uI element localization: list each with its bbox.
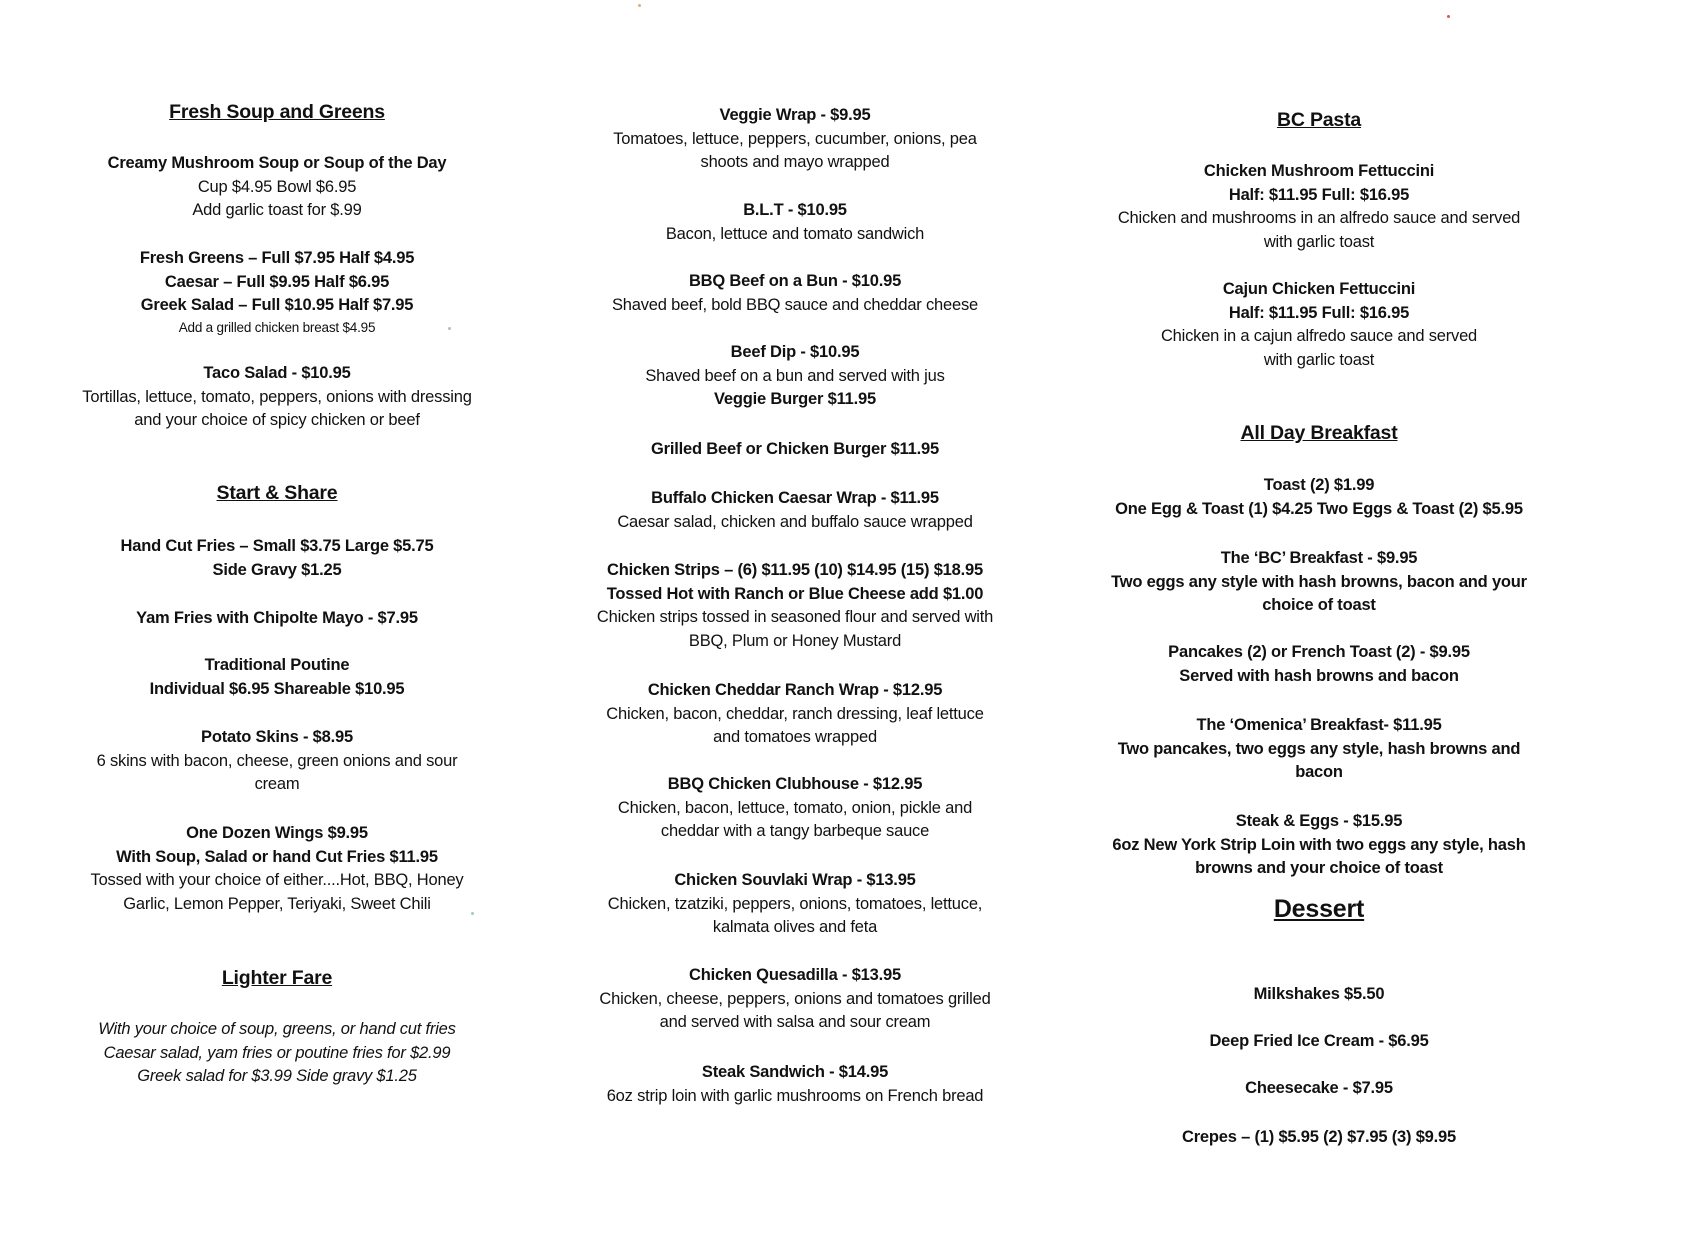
section-heading-text: Fresh Soup and Greens [169, 101, 385, 123]
section-heading [7, 99, 547, 125]
menu-item-title: Crepes – (1) $5.95 (2) $7.95 (3) $9.95 [1182, 1128, 1456, 1146]
menu-item [7, 822, 547, 916]
menu-item [525, 679, 1065, 750]
menu-item-line: Greek salad for $3.99 Side gravy $1.25 [137, 1067, 417, 1086]
menu-item-title: B.L.T - $10.95 [743, 201, 847, 219]
menu-item [7, 152, 547, 223]
menu-item-line: Shaved beef on a bun and served with jus [645, 366, 945, 385]
menu-item-title: Potato Skins - $8.95 [201, 728, 353, 746]
scan-speck [638, 4, 641, 7]
menu-item-title: Steak Sandwich - $14.95 [701, 1063, 889, 1081]
menu-item-title: The ‘Omenica’ Breakfast- $11.95 [1196, 716, 1442, 734]
menu-item-line: 6oz New York Strip Loin with two eggs any style, hash [1112, 835, 1526, 854]
menu-item-line: Chicken strips tossed in seasoned flour and served with [596, 608, 994, 627]
menu-item-line: cream [254, 775, 300, 794]
section-heading [7, 480, 547, 506]
menu-item-title: Toast (2) $1.99 [1263, 476, 1375, 494]
section-heading [1049, 107, 1589, 133]
menu-item [1049, 547, 1589, 618]
menu-item [525, 773, 1065, 844]
menu-item-line: Two eggs any style with hash browns, bacon and your [1111, 572, 1527, 591]
menu-item-line: Veggie Burger $11.95 [713, 390, 876, 409]
menu-item-line: Two pancakes, two eggs any style, hash browns and [1117, 739, 1521, 758]
menu-item-title: Deep Fried Ice Cream - $6.95 [1209, 1032, 1429, 1050]
menu-item [525, 964, 1065, 1035]
menu-item [525, 1061, 1065, 1108]
menu-item-line: with garlic toast [1263, 350, 1375, 369]
menu-item-line: 6oz strip loin with garlic mushrooms on French bread [606, 1086, 984, 1105]
menu-item-line: bacon [1295, 763, 1343, 782]
section-heading-text: Start & Share [216, 482, 338, 504]
menu-item-title: Cajun Chicken Fettuccini [1222, 280, 1416, 298]
menu-item-title: The ‘BC’ Breakfast - $9.95 [1220, 549, 1418, 567]
menu-item-line: Half: $11.95 Full: $16.95 [1228, 303, 1410, 322]
section-heading [1049, 420, 1589, 446]
menu-item [1049, 1126, 1589, 1150]
menu-item-title: BBQ Beef on a Bun - $10.95 [688, 272, 902, 290]
menu-item [1049, 1077, 1589, 1101]
menu-item-line: choice of toast [1262, 596, 1376, 615]
menu-item [1049, 278, 1589, 372]
menu-item-line: Greek Salad – Full $10.95 Half $7.95 [140, 296, 414, 315]
menu-item-line: and tomatoes wrapped [713, 728, 877, 747]
menu-item [525, 104, 1065, 175]
section-heading-text: All Day Breakfast [1240, 422, 1398, 444]
menu-item-line: and served with salsa and sour cream [659, 1013, 931, 1032]
menu-item-title: Chicken Quesadilla - $13.95 [689, 966, 901, 984]
menu-item [525, 341, 1065, 412]
menu-item-line: Individual $6.95 Shareable $10.95 [149, 679, 405, 698]
menu-item-title: Hand Cut Fries – Small $3.75 Large $5.75 [120, 537, 434, 555]
menu-item-line: With Soup, Salad or hand Cut Fries $11.95 [116, 847, 438, 866]
menu-item-line: Caesar salad, yam fries or poutine fries for $2.99 [103, 1043, 451, 1062]
menu-item-title: Yam Fries with Chipolte Mayo - $7.95 [136, 609, 418, 627]
menu-item [7, 726, 547, 797]
menu-item [7, 607, 547, 631]
menu-item-title: Creamy Mushroom Soup or Soup of the Day [107, 154, 447, 172]
menu-item-title: Fresh Greens – Full $7.95 Half $4.95 [139, 249, 415, 267]
menu-item-line: shoots and mayo wrapped [700, 153, 890, 172]
menu-item-line: Add garlic toast for $.99 [192, 201, 362, 220]
menu-item [1049, 641, 1589, 688]
menu-item-line: Bacon, lettuce and tomato sandwich [665, 224, 925, 243]
menu-item-line: Served with hash browns and bacon [1179, 666, 1459, 685]
menu-item-title: Chicken Souvlaki Wrap - $13.95 [674, 871, 916, 889]
menu-item-title: Beef Dip - $10.95 [730, 343, 860, 361]
menu-item-line: Add a grilled chicken breast $4.95 [178, 319, 376, 335]
menu-item-line: Tomatoes, lettuce, peppers, cucumber, onions, pea [613, 129, 977, 148]
menu-item [525, 270, 1065, 317]
menu-item-line: Tortillas, lettuce, tomato, peppers, onions with dressing [82, 387, 472, 406]
menu-item-title: BBQ Chicken Clubhouse - $12.95 [667, 775, 923, 793]
menu-item-line: Garlic, Lemon Pepper, Teriyaki, Sweet Chili [123, 894, 431, 913]
menu-item-line: Chicken, tzatziki, peppers, onions, tomatoes, lettuce, [607, 894, 983, 913]
menu-item [525, 559, 1065, 653]
menu-item-line: Chicken, cheese, peppers, onions and tomatoes grilled [599, 989, 991, 1008]
menu-item-line: Chicken in a cajun alfredo sauce and served [1160, 327, 1478, 346]
menu-item-line: Chicken and mushrooms in an alfredo sauce and served [1117, 209, 1521, 228]
menu-item-line: BBQ, Plum or Honey Mustard [688, 631, 902, 650]
menu-item-title: Taco Salad - $10.95 [203, 364, 351, 382]
section-heading-text: Dessert [1273, 895, 1365, 923]
section-heading [1049, 893, 1589, 925]
menu-item-line: Cup $4.95 Bowl $6.95 [197, 177, 357, 196]
menu-item [1049, 474, 1589, 521]
menu-item [1049, 714, 1589, 785]
menu-item-line: Chicken, bacon, cheddar, ranch dressing, leaf lettuce [606, 704, 984, 723]
menu-item [7, 1018, 547, 1089]
menu-item-title: Chicken Mushroom Fettuccini [1203, 162, 1435, 180]
menu-item-line: with garlic toast [1263, 232, 1375, 251]
menu-item-title: Pancakes (2) or French Toast (2) - $9.95 [1168, 643, 1470, 661]
menu-item-title: Chicken Strips – (6) $11.95 (10) $14.95 (15) $18.95 [607, 561, 983, 579]
menu-item-title: Milkshakes $5.50 [1253, 985, 1385, 1003]
menu-item-line: Tossed with your choice of either....Hot, BBQ, Honey [90, 871, 464, 890]
menu-item-line: One Egg & Toast (1) $4.25 Two Eggs & Toast (2) $5.95 [1115, 499, 1523, 518]
menu-item-title: Grilled Beef or Chicken Burger $11.95 [651, 440, 939, 458]
section-heading [7, 965, 547, 991]
scan-speck [1447, 15, 1450, 18]
menu-item [525, 199, 1065, 246]
menu-item-line: Caesar salad, chicken and buffalo sauce wrapped [617, 512, 973, 531]
menu-item-title: One Dozen Wings $9.95 [186, 824, 368, 842]
menu-item [7, 535, 547, 582]
menu-item-title: Buffalo Chicken Caesar Wrap - $11.95 [651, 489, 939, 507]
menu-item [1049, 160, 1589, 254]
menu-item [7, 247, 547, 338]
scan-speck [471, 912, 474, 915]
menu-item [1049, 810, 1589, 881]
section-heading-text: Lighter Fare [221, 967, 333, 989]
menu-item-line: Shaved beef, bold BBQ sauce and cheddar cheese [612, 295, 978, 314]
menu-item-line: Caesar – Full $9.95 Half $6.95 [164, 272, 390, 291]
menu-item-title: Veggie Wrap - $9.95 [719, 106, 871, 124]
menu-item-line: cheddar with a tangy barbeque sauce [660, 822, 930, 841]
menu-item [1049, 1030, 1589, 1054]
menu-item [7, 362, 547, 433]
menu-item-line: Side Gravy $1.25 [212, 560, 342, 579]
menu-item-line: kalmata olives and feta [712, 918, 878, 937]
menu-item [525, 487, 1065, 534]
menu-item-title: Steak & Eggs - $15.95 [1235, 812, 1403, 830]
menu-item-line: browns and your choice of toast [1195, 859, 1443, 878]
menu-item-line: Chicken, bacon, lettuce, tomato, onion, pickle and [617, 798, 973, 817]
scan-speck [448, 327, 451, 330]
menu-item-line: Half: $11.95 Full: $16.95 [1228, 185, 1410, 204]
menu-item-line: Tossed Hot with Ranch or Blue Cheese add $1.00 [606, 584, 984, 603]
menu-item-title: Chicken Cheddar Ranch Wrap - $12.95 [647, 681, 943, 699]
menu-item [1049, 983, 1589, 1007]
menu-item-title: Traditional Poutine [204, 656, 350, 674]
menu-item-line: 6 skins with bacon, cheese, green onions and sour [96, 751, 458, 770]
menu-item-line: With your choice of soup, greens, or hand cut fries [98, 1020, 456, 1038]
menu-item [525, 438, 1065, 462]
menu-item-line: and your choice of spicy chicken or beef [134, 411, 420, 430]
menu-item [525, 869, 1065, 940]
section-heading-text: BC Pasta [1276, 109, 1362, 131]
menu-item-title: Cheesecake - $7.95 [1245, 1079, 1393, 1097]
menu-item [7, 654, 547, 701]
